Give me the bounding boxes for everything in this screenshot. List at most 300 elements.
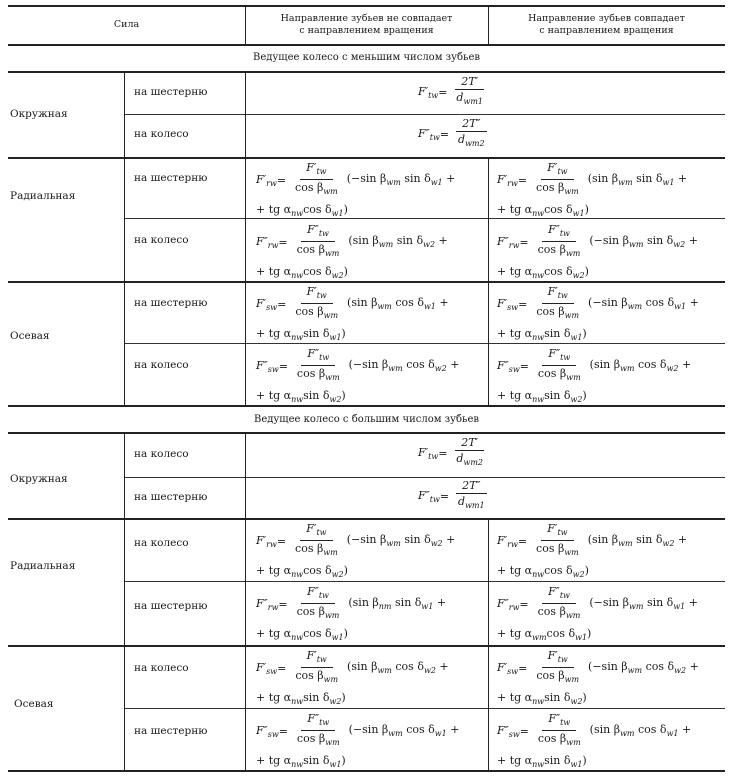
trig-delta-2: cos δ [303, 564, 332, 577]
formula-line-2 [256, 265, 448, 282]
numerator-subscript: tw [316, 528, 327, 537]
numerator [301, 348, 335, 366]
delta-subscript-2: w2 [570, 395, 583, 404]
alpha-subscript: nw [291, 570, 304, 579]
numerator [542, 713, 576, 731]
numerator-text: F″ [307, 585, 319, 598]
formula-axial [256, 286, 449, 344]
sin-beta: (sin β [587, 171, 619, 185]
beta-subscript: wm [620, 363, 635, 373]
formula-line-2 [497, 627, 698, 644]
delta-subscript: w1 [421, 601, 434, 611]
formula-bracket-term [588, 296, 699, 313]
trig-delta-2: cos δ [303, 203, 332, 216]
numerator-subscript: tw [316, 291, 327, 300]
s2-ax-split [124, 708, 725, 709]
numerator-text: 2T″ [462, 117, 481, 130]
numerator-text: F′ [547, 522, 558, 535]
trig-delta: cos δ [406, 357, 435, 371]
close-paren: ) [341, 389, 346, 402]
s2-ax-target-2: на шестерню [134, 725, 208, 737]
formula-lhs [418, 489, 440, 504]
denominator-subscript: wm1 [465, 501, 485, 510]
plus-sign: + [688, 595, 698, 609]
denominator-text: cos β [537, 732, 567, 745]
formula-line-2 [256, 691, 449, 708]
denominator-subscript: wm [564, 675, 580, 684]
tg-alpha: + tg α [256, 389, 292, 402]
formula-tangential: $F'_{tw}$ = $\frac{2T'}{d_{wm1}}$ [418, 76, 492, 108]
s1-tan-split [124, 114, 725, 115]
lhs-symbol: F″ [256, 234, 268, 248]
close-paren: ) [341, 327, 346, 340]
numerator-text: F′ [547, 649, 558, 662]
trig-delta-2: sin δ [544, 754, 571, 767]
beta-subscript: wm [377, 665, 392, 675]
formula-radial [497, 523, 687, 581]
beta-subscript: wm [629, 239, 644, 249]
formula-lhs [256, 724, 279, 739]
formula-lhs [256, 597, 278, 612]
s2-tan-target-2: на шестерню [134, 491, 208, 503]
formula-tangential: $F'_{tw}$ = $\frac{2T'}{d_{wm2}}$ [418, 437, 492, 469]
formula-axial [497, 348, 691, 406]
s2-force-radial: Радиальная [10, 560, 76, 572]
lhs-subscript: tw [428, 451, 439, 461]
lhs-symbol: F′ [256, 533, 267, 547]
plus-sign: + [446, 171, 456, 185]
trig-delta: cos δ [645, 295, 675, 309]
delta-subscript-2: w1 [329, 760, 342, 769]
delta-subscript: w1 [666, 728, 679, 738]
formula-lhs [256, 235, 278, 250]
denominator-subscript: wm [566, 373, 581, 382]
lhs-subscript: sw [267, 364, 279, 374]
trig-delta-2: cos δ [303, 265, 332, 278]
plus-sign: + [682, 357, 692, 371]
formula-bracket-term [347, 172, 456, 189]
beta-subscript: wm [627, 301, 643, 311]
sin-beta: (sin β [348, 233, 379, 247]
plus-sign: + [436, 595, 447, 609]
numerator-subscript: tw [557, 655, 568, 664]
numerator-subscript: tw [559, 229, 570, 238]
close-paren: ) [584, 203, 589, 216]
denominator-subscript: wm [564, 187, 579, 196]
s2-caption-rule [8, 432, 725, 434]
beta-subscript: wm [618, 177, 633, 187]
formula-lhs [256, 534, 277, 549]
formula-line-1: $F''_{sw}$ = $\frac{F''_{tw}}{\cos \beta_{wm}}$ (sin $\beta_{wm}$ $\cos \delta_{w2}$ + [497, 347, 692, 382]
denominator-subscript: wm [324, 249, 340, 258]
lhs-subscript: rw [507, 178, 518, 188]
denominator-subscript: wm [565, 249, 581, 258]
alpha-subscript: nw [291, 271, 304, 280]
tg-alpha: + tg α [497, 389, 533, 402]
sin-beta: (−sin β [589, 233, 629, 247]
denominator [291, 604, 346, 622]
lhs-symbol: F′ [497, 660, 508, 674]
numerator-text: F′ [306, 161, 317, 174]
denominator-text: d [458, 133, 466, 146]
trig-delta-2: cos δ [544, 203, 573, 216]
formula-line-2 [256, 754, 459, 771]
lhs-symbol: F″ [497, 723, 509, 737]
fraction [530, 162, 585, 198]
close-paren: ) [343, 265, 348, 278]
numerator [455, 437, 484, 451]
s1-tan-target-2: на колесо [134, 128, 189, 140]
delta-subscript-2: w1 [331, 633, 344, 642]
formula-lhs [497, 297, 518, 312]
alpha-subscript: nw [532, 209, 545, 218]
formula-tangential: $F''_{tw}$ = $\frac{2T''}{d_{wm1}}$ [418, 480, 494, 512]
denominator-text: cos β [536, 305, 565, 318]
s1-caption-rule [8, 71, 725, 73]
formula-line-2 [497, 203, 687, 220]
denominator [532, 242, 587, 260]
tg-alpha: + tg α [497, 627, 533, 640]
delta-subscript: w2 [423, 665, 436, 675]
fraction [532, 586, 587, 622]
delta-subscript: w1 [662, 177, 675, 187]
lhs-subscript: sw [508, 729, 520, 739]
close-paren: ) [343, 564, 348, 577]
lhs-subscript: sw [508, 364, 520, 374]
sin-beta: (sin β [347, 659, 378, 673]
denominator-subscript: wm1 [463, 97, 483, 106]
formula-radial [497, 224, 698, 282]
denominator [289, 304, 344, 322]
plus-sign: + [438, 233, 448, 247]
close-paren: ) [584, 265, 589, 278]
lhs-subscript: tw [428, 90, 439, 100]
formula-line-1: $F'_{rw}$ = $\frac{F'_{tw}}{\cos \beta_{wm}}$ (−sin $\beta_{wm}$ $\sin \delta_{w2}$ + [256, 522, 456, 557]
denominator-subscript: wm2 [463, 458, 483, 467]
delta-subscript-2: w2 [331, 570, 344, 579]
alpha-subscript: nw [532, 395, 545, 404]
numerator-text: F″ [548, 585, 560, 598]
fraction [289, 650, 344, 686]
denominator-subscript: wm [324, 611, 340, 620]
delta-subscript: w1 [423, 301, 436, 311]
fraction [530, 286, 585, 322]
formula-line-2 [256, 203, 455, 220]
numerator-subscript: tw [557, 291, 568, 300]
trig-delta: sin δ [395, 595, 422, 609]
denominator [530, 668, 585, 686]
s2-rad-end [8, 645, 725, 647]
delta-subscript-2: w2 [331, 271, 344, 280]
s1-rad-target-2: на колесо [134, 234, 189, 246]
numerator-text: F″ [307, 347, 320, 360]
lhs-symbol: F′ [418, 445, 429, 459]
s2-rad-target-1: на колесо [134, 537, 189, 549]
lhs-symbol: F″ [256, 596, 268, 610]
denominator [450, 90, 489, 108]
numerator-text: F′ [547, 161, 558, 174]
formula-line-2 [256, 564, 455, 581]
fraction [291, 586, 346, 622]
tg-alpha: + tg α [497, 203, 533, 216]
delta-subscript: w2 [674, 665, 687, 675]
delta-subscript: w1 [434, 728, 447, 738]
sin-beta: (−sin β [588, 295, 628, 309]
plus-sign: + [677, 171, 688, 185]
formula-bracket-term [348, 596, 446, 613]
formula-lhs [497, 173, 518, 188]
beta-subscript: wm [629, 601, 644, 611]
formula-bracket-term [588, 533, 687, 550]
formula-bracket-term [589, 234, 698, 251]
denominator-text: d [456, 91, 464, 104]
formula-bracket-term [349, 358, 460, 375]
sin-beta: (−sin β [348, 357, 389, 371]
beta-subscript: wm [388, 728, 403, 738]
s2-ax-target-1: на колесо [134, 662, 189, 674]
sin-beta: (sin β [589, 357, 621, 371]
numerator [300, 162, 332, 180]
numerator-subscript: tw [316, 655, 327, 664]
lhs-subscript: rw [507, 539, 518, 549]
formula-lhs [256, 297, 277, 312]
alpha-subscript: nw [291, 633, 304, 642]
numerator [301, 650, 333, 668]
formula-lhs [256, 173, 277, 188]
lhs-subscript: tw [429, 132, 440, 142]
trig-delta: cos δ [645, 659, 675, 673]
lhs-subscript: sw [267, 729, 279, 739]
numerator-subscript: tw [318, 591, 329, 600]
formula-lhs [497, 359, 520, 374]
trig-delta: sin δ [404, 532, 431, 546]
formula-bracket-term [588, 660, 699, 677]
header-match-line2: с направлением вращения [539, 25, 674, 36]
numerator-subscript: tw [316, 167, 327, 176]
denominator-text: cos β [537, 367, 567, 380]
trig-delta-2: cos δ [544, 564, 573, 577]
fraction [530, 523, 585, 559]
trig-delta: sin δ [404, 171, 431, 185]
beta-subscript: nm [378, 601, 392, 611]
denominator-subscript: wm [325, 373, 340, 382]
s2-col-sub [124, 432, 125, 772]
section-1-caption: Ведущее колесо с меньшим числом зубьев [252, 52, 481, 63]
formula-bracket-term [590, 723, 692, 740]
delta-subscript: w1 [430, 177, 443, 187]
formula-lhs [497, 661, 518, 676]
denominator-subscript: wm [564, 548, 579, 557]
header-force: Сила [113, 19, 140, 30]
formula-line-1: $F''_{rw}$ = $\frac{F''_{tw}}{\cos \beta_{wm}}$ (−sin $\beta_{wm}$ $\sin \delta_{w2}$ + [497, 223, 698, 258]
formula-axial [497, 286, 699, 344]
s2-force-tangential: Окружная [10, 473, 68, 485]
beta-subscript: wm [386, 177, 401, 187]
lhs-symbol: F″ [497, 358, 509, 372]
lhs-symbol: F″ [418, 488, 430, 502]
formula-line-1: $F'_{sw}$ = $\frac{F'_{tw}}{\cos \beta_{wm}}$ (sin $\beta_{wm}$ $\cos \delta_{w2}$ + [256, 649, 449, 684]
close-paren: ) [341, 691, 346, 704]
delta-subscript-2: w2 [570, 697, 583, 706]
plus-sign: + [450, 722, 460, 736]
numerator [542, 650, 574, 668]
trig-delta-2: sin δ [303, 691, 330, 704]
close-paren: ) [343, 627, 348, 640]
trig-delta: sin δ [636, 532, 663, 546]
header-mismatch [245, 13, 488, 37]
numerator [301, 586, 335, 604]
formula-lhs [418, 85, 438, 100]
formula-line-1: $F'_{rw}$ = $\frac{F'_{tw}}{\cos \beta_{wm}}$ (−sin $\beta_{wm}$ $\sin \delta_{w1}$ + [256, 161, 456, 196]
fraction [450, 437, 489, 469]
s2-tan-target-1: на колесо [134, 448, 189, 460]
lhs-symbol: F′ [497, 172, 508, 186]
formula-axial [497, 713, 691, 771]
fraction [291, 224, 346, 260]
lhs-symbol: F′ [497, 533, 508, 547]
lhs-subscript: rw [266, 539, 277, 549]
fraction [289, 162, 344, 198]
denominator-text: cos β [295, 305, 324, 318]
lhs-symbol: F′ [418, 84, 429, 98]
fraction [291, 713, 346, 749]
numerator-subscript: tw [560, 353, 571, 362]
formula-bracket-term [348, 234, 447, 251]
delta-subscript-2: w2 [329, 395, 342, 404]
denominator-text: cos β [536, 542, 565, 555]
denominator-text: cos β [296, 243, 325, 256]
formula-bracket-term [347, 533, 456, 550]
formula-lhs [497, 597, 519, 612]
lhs-subscript: rw [508, 240, 520, 250]
denominator-subscript: wm [323, 187, 338, 196]
sin-beta: (−sin β [589, 595, 629, 609]
formula-lhs [497, 534, 518, 549]
denominator-text: d [458, 495, 466, 508]
plus-sign: + [689, 295, 699, 309]
delta-subscript-2: w2 [572, 570, 585, 579]
formula-line-2 [256, 327, 449, 344]
trig-delta-2: sin δ [544, 327, 571, 340]
trig-delta: sin δ [646, 595, 674, 609]
lhs-symbol: F″ [497, 596, 509, 610]
formula-line-1: $F''_{sw}$ = $\frac{F''_{tw}}{\cos \beta_{wm}}$ (−sin $\beta_{wm}$ $\cos \delta_{w1}$ + [256, 712, 460, 747]
formula-radial [256, 523, 455, 581]
trig-delta-2: sin δ [303, 754, 330, 767]
numerator [541, 162, 573, 180]
alpha-subscript: nw [291, 209, 304, 218]
close-paren: ) [341, 754, 346, 767]
denominator [532, 604, 587, 622]
formula-line-1: $F''_{sw}$ = $\frac{F''_{tw}}{\cos \beta_{wm}}$ (sin $\beta_{wm}$ $\cos \delta_{w1}$ + [497, 712, 692, 747]
delta-subscript: w2 [666, 363, 679, 373]
close-paren: ) [582, 389, 587, 402]
numerator-text: F″ [307, 712, 320, 725]
numerator-text: 2T″ [462, 479, 481, 492]
numerator-subscript: tw [557, 167, 568, 176]
formula-radial [497, 586, 698, 644]
numerator-subscript: tw [559, 591, 570, 600]
plus-sign: + [450, 357, 460, 371]
formula-line-1: $F'_{rw}$ = $\frac{F'_{tw}}{\cos \beta_{wm}}$ (sin $\beta_{wm}$ $\sin \delta_{w1}$ + [497, 161, 688, 196]
formula-lhs [256, 359, 279, 374]
close-paren: ) [582, 691, 587, 704]
alpha-subscript: nw [291, 395, 304, 404]
denominator-text: cos β [296, 367, 326, 380]
delta-subscript-2: w2 [572, 271, 585, 280]
numerator [542, 286, 574, 304]
alpha-subscript: nw [291, 760, 304, 769]
delta-subscript: w1 [674, 301, 687, 311]
alpha-subscript: nw [532, 271, 545, 280]
tg-alpha: + tg α [497, 564, 533, 577]
delta-subscript-2: w1 [575, 633, 588, 642]
numerator [542, 224, 576, 242]
alpha-subscript: wm [532, 633, 547, 642]
alpha-subscript: nw [532, 570, 545, 579]
close-paren: ) [582, 754, 587, 767]
plus-sign: + [439, 295, 449, 309]
formula-axial [256, 650, 449, 708]
numerator [542, 348, 576, 366]
header-mismatch-line2: с направлением вращения [299, 25, 434, 36]
tg-alpha: + tg α [256, 265, 292, 278]
denominator [532, 731, 587, 749]
header-bottom-rule [8, 44, 725, 46]
trig-delta: cos δ [395, 295, 424, 309]
tg-alpha: + tg α [256, 754, 292, 767]
delta-subscript: w2 [673, 239, 686, 249]
trig-delta-2: sin δ [303, 389, 330, 402]
lhs-symbol: F″ [256, 358, 268, 372]
fraction [450, 76, 489, 108]
formula-line-1: $F'_{rw}$ = $\frac{F'_{tw}}{\cos \beta_{wm}}$ (sin $\beta_{wm}$ $\sin \delta_{w2}$ + [497, 522, 688, 557]
lhs-subscript: rw [266, 178, 277, 188]
denominator [450, 451, 489, 469]
beta-subscript: wm [618, 538, 633, 548]
trig-delta: cos δ [638, 722, 667, 736]
beta-subscript: wm [627, 665, 643, 675]
lhs-subscript: sw [266, 302, 278, 312]
s1-force-radial: Радиальная [10, 190, 76, 202]
denominator-text: cos β [296, 605, 325, 618]
section-2-caption: Ведущее колесо с большим числом зубьев [253, 414, 480, 425]
beta-subscript: wm [378, 239, 394, 249]
numerator-subscript: tw [319, 718, 330, 727]
trig-delta-2: cos δ [544, 265, 573, 278]
formula-line-1: $F''_{rw}$ = $\frac{F''_{tw}}{\cos \beta_{wm}}$ (sin $\beta_{wm}$ $\sin \delta_{w2}$ + [256, 223, 448, 258]
beta-subscript: wm [620, 728, 635, 738]
numerator [455, 76, 484, 90]
alpha-subscript: nw [291, 697, 304, 706]
denominator-text: cos β [295, 542, 324, 555]
formula-bracket-term [589, 596, 698, 613]
denominator [532, 366, 587, 384]
lhs-subscript: tw [429, 494, 440, 504]
sin-beta: (−sin β [588, 659, 628, 673]
formula-line-2 [256, 627, 446, 644]
formula-radial [497, 162, 687, 220]
plus-sign: + [688, 233, 698, 247]
close-paren: ) [587, 627, 592, 640]
formula-bracket-term [588, 172, 687, 189]
formula-tangential: $F''_{tw}$ = $\frac{2T''}{d_{wm2}}$ [418, 118, 494, 150]
plus-sign: + [446, 532, 456, 546]
tg-alpha: + tg α [256, 627, 292, 640]
denominator-text: cos β [536, 181, 565, 194]
formula-bracket-term [347, 296, 449, 313]
denominator [452, 132, 491, 150]
